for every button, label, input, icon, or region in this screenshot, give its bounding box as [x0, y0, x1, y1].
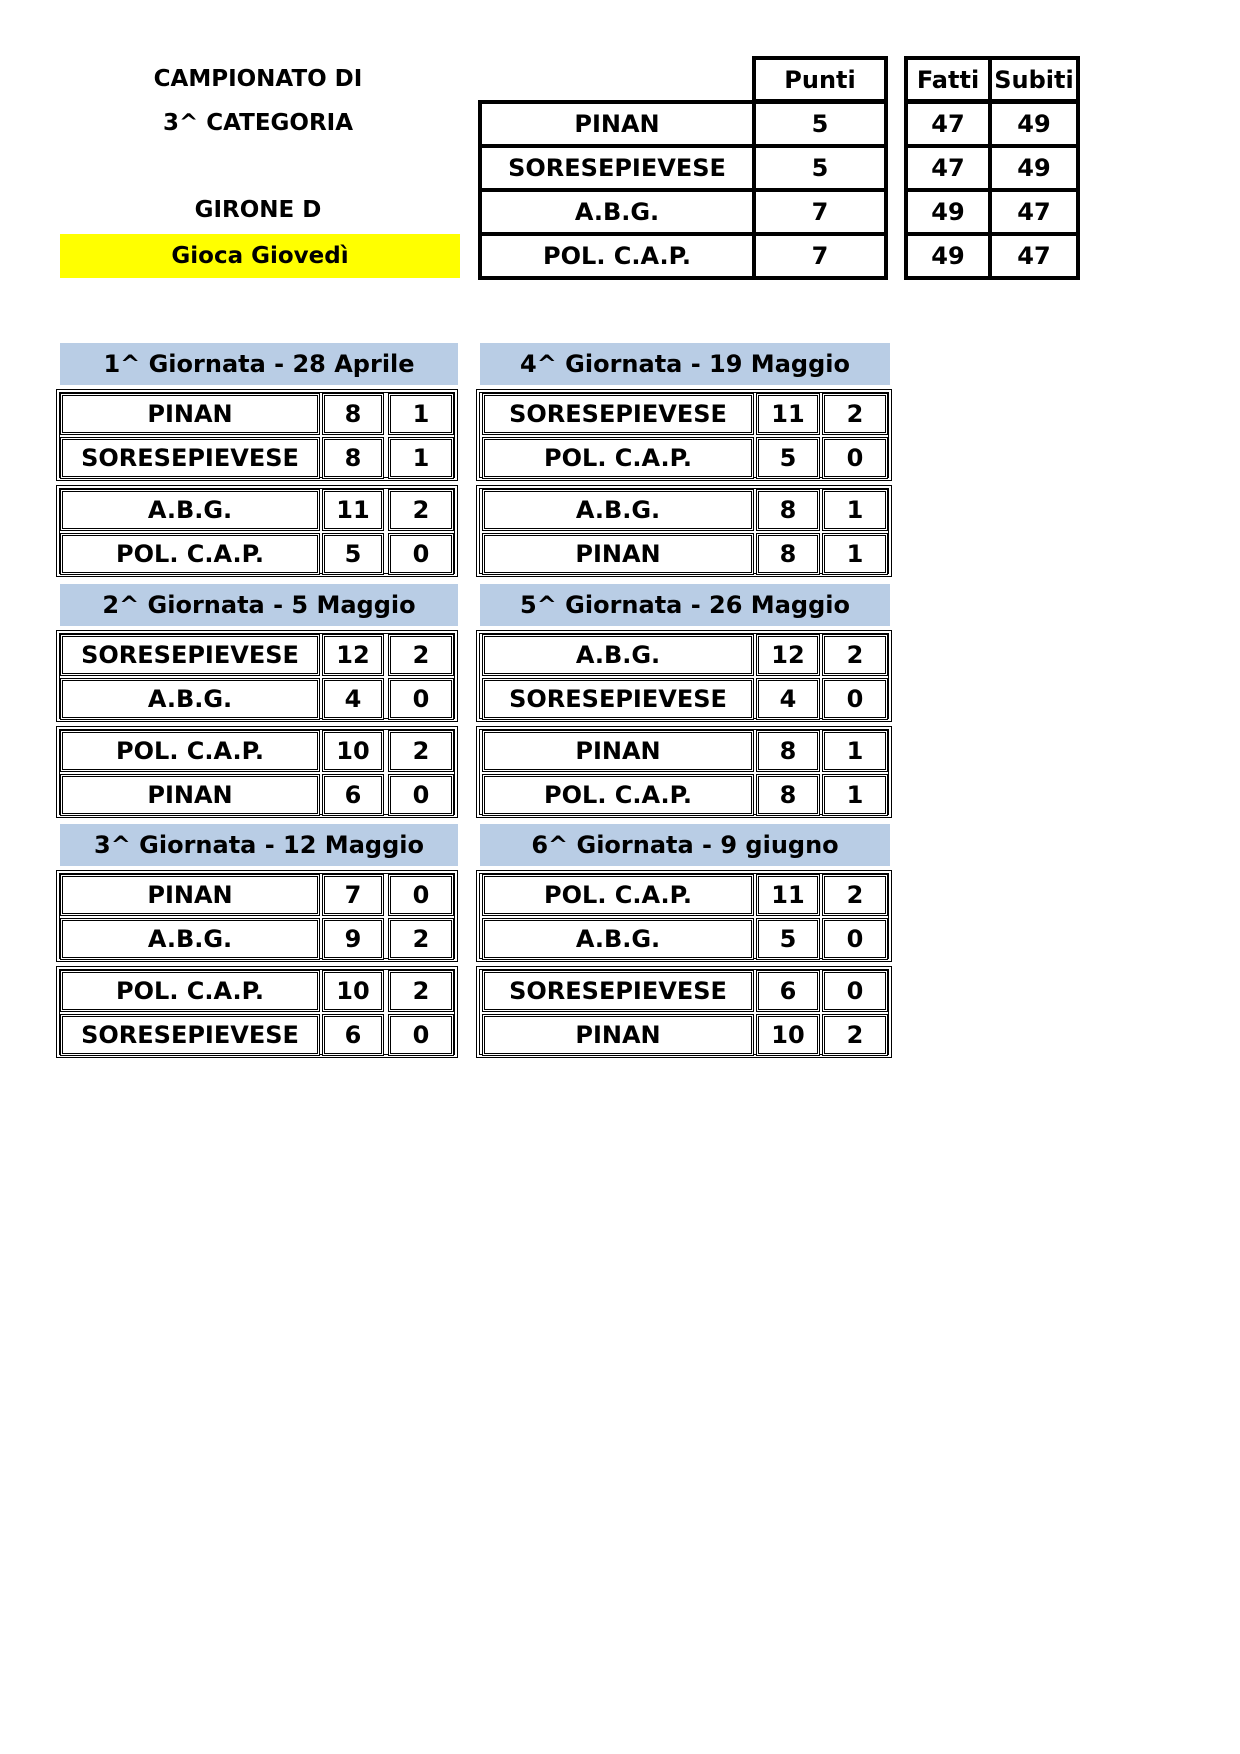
match-points: 2: [822, 634, 888, 676]
match-score: 5: [756, 437, 820, 479]
match-team: POL. C.A.P.: [60, 533, 320, 575]
match-points: 2: [822, 1014, 888, 1056]
match-score: 6: [756, 970, 820, 1012]
match-points: 2: [388, 918, 454, 960]
standings-points: 7: [752, 188, 888, 236]
match-points: 2: [822, 393, 888, 435]
standings-points: 7: [752, 232, 888, 280]
match-team: POL. C.A.P.: [60, 970, 320, 1012]
match-team: SORESEPIEVESE: [482, 393, 754, 435]
standings-scored: 49: [904, 188, 992, 236]
standings-points: 5: [752, 144, 888, 192]
match-score: 6: [322, 774, 384, 816]
match-team: PINAN: [60, 874, 320, 916]
match-team: POL. C.A.P.: [482, 774, 754, 816]
round-title: 4^ Giornata - 19 Maggio: [480, 343, 890, 385]
match-score: 11: [322, 489, 384, 531]
match-team: SORESEPIEVESE: [60, 1014, 320, 1056]
match-points: 1: [822, 774, 888, 816]
match-score: 8: [756, 774, 820, 816]
standings-conceded: 49: [988, 144, 1080, 192]
match-points: 0: [388, 678, 454, 720]
match-team: PINAN: [482, 533, 754, 575]
match-team: POL. C.A.P.: [60, 730, 320, 772]
match-score: 8: [756, 730, 820, 772]
match-score: 7: [322, 874, 384, 916]
match-points: 2: [388, 634, 454, 676]
match-points: 0: [822, 678, 888, 720]
round-title: 6^ Giornata - 9 giugno: [480, 824, 890, 866]
round-title: 1^ Giornata - 28 Aprile: [60, 343, 458, 385]
group-label: GIRONE D: [194, 197, 322, 223]
match-points: 0: [388, 774, 454, 816]
match-score: 8: [756, 533, 820, 575]
match-team: A.B.G.: [482, 634, 754, 676]
standings-team: POL. C.A.P.: [478, 232, 756, 280]
standings-points: 5: [752, 100, 888, 148]
conceded-header: Subiti: [988, 56, 1080, 103]
match-points: 0: [822, 970, 888, 1012]
standings-scored: 47: [904, 144, 992, 192]
standings-conceded: 47: [988, 188, 1080, 236]
match-points: 1: [822, 730, 888, 772]
match-score: 8: [322, 437, 384, 479]
match-team: A.B.G.: [482, 489, 754, 531]
match-team: SORESEPIEVESE: [60, 437, 320, 479]
match-points: 0: [388, 533, 454, 575]
match-score: 8: [322, 393, 384, 435]
match-score: 6: [322, 1014, 384, 1056]
match-team: A.B.G.: [482, 918, 754, 960]
standings-conceded: 49: [988, 100, 1080, 148]
standings-scored: 49: [904, 232, 992, 280]
match-points: 1: [388, 393, 454, 435]
championship-title-line2: 3^ CATEGORIA: [162, 110, 354, 136]
standings-scored: 47: [904, 100, 992, 148]
match-points: 0: [388, 1014, 454, 1056]
championship-title-line1: CAMPIONATO DI: [153, 66, 363, 92]
standings-team: A.B.G.: [478, 188, 756, 236]
match-score: 12: [756, 634, 820, 676]
match-score: 8: [756, 489, 820, 531]
points-header: Punti: [752, 56, 888, 103]
round-title: 5^ Giornata - 26 Maggio: [480, 584, 890, 626]
match-points: 0: [822, 437, 888, 479]
match-points: 2: [388, 970, 454, 1012]
match-points: 2: [388, 730, 454, 772]
match-points: 1: [822, 489, 888, 531]
match-score: 10: [322, 970, 384, 1012]
scored-header: Fatti: [904, 56, 992, 103]
match-team: PINAN: [60, 393, 320, 435]
match-team: A.B.G.: [60, 489, 320, 531]
match-team: PINAN: [60, 774, 320, 816]
play-day-label: Gioca Giovedì: [60, 234, 460, 278]
match-score: 10: [756, 1014, 820, 1056]
match-points: 1: [822, 533, 888, 575]
match-team: POL. C.A.P.: [482, 874, 754, 916]
match-team: SORESEPIEVESE: [60, 634, 320, 676]
match-team: SORESEPIEVESE: [482, 678, 754, 720]
match-points: 0: [388, 874, 454, 916]
standings-team: SORESEPIEVESE: [478, 144, 756, 192]
match-points: 1: [388, 437, 454, 479]
match-team: A.B.G.: [60, 678, 320, 720]
match-team: POL. C.A.P.: [482, 437, 754, 479]
match-score: 9: [322, 918, 384, 960]
match-points: 0: [822, 918, 888, 960]
match-score: 11: [756, 393, 820, 435]
match-score: 4: [756, 678, 820, 720]
match-score: 11: [756, 874, 820, 916]
match-points: 2: [822, 874, 888, 916]
match-score: 4: [322, 678, 384, 720]
round-title: 3^ Giornata - 12 Maggio: [60, 824, 458, 866]
match-score: 12: [322, 634, 384, 676]
match-team: A.B.G.: [60, 918, 320, 960]
match-score: 5: [322, 533, 384, 575]
match-team: PINAN: [482, 1014, 754, 1056]
match-score: 5: [756, 918, 820, 960]
match-points: 2: [388, 489, 454, 531]
match-team: SORESEPIEVESE: [482, 970, 754, 1012]
match-team: PINAN: [482, 730, 754, 772]
standings-team: PINAN: [478, 100, 756, 148]
match-score: 10: [322, 730, 384, 772]
standings-conceded: 47: [988, 232, 1080, 280]
round-title: 2^ Giornata - 5 Maggio: [60, 584, 458, 626]
